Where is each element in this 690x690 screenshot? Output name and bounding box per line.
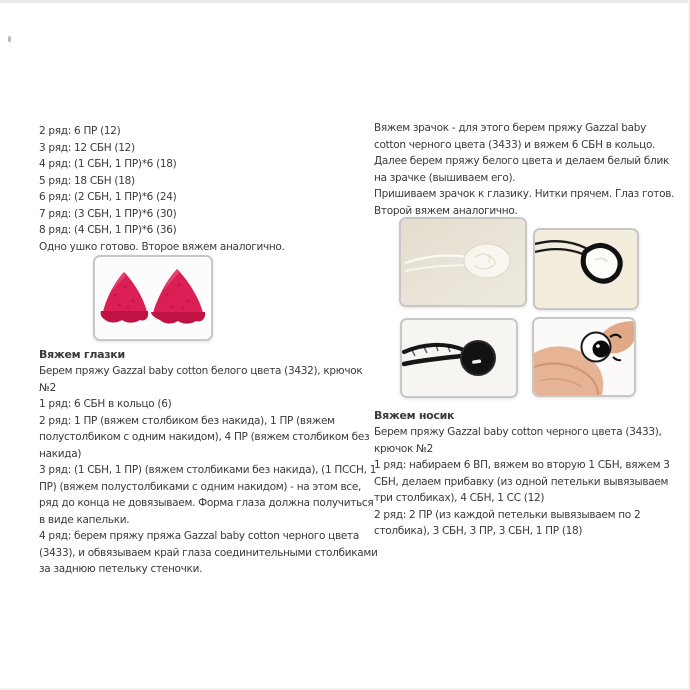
- nose-section: [374, 407, 680, 540]
- white-eye-blank-illustration: [401, 219, 525, 305]
- eyes-paragraph: 2 ряд: 1 ПР (вяжем столбиком без накида), 1 ПР (вяжем полустолбиком с одним накидом), 4 ПР (вяжем столбиком без накида): [39, 414, 370, 460]
- scan-edge-top: [0, 0, 690, 3]
- eyes-paragraph: Берем пряжу Gazzal baby cotton белого цвета (3432), крючок №2: [39, 365, 363, 394]
- pupil-paragraph: Вяжем зрачок - для этого берем пряжу Gazzal baby cotton черного цвета (3433) и вяжем 6 СБН в кольцо. Далее берем пряжу белого цвета и делаем белый блик на зрачке (вышиваем его).: [374, 122, 670, 184]
- photo-hand-holding-eye: [532, 317, 636, 397]
- black-pupil-illustration: [402, 320, 516, 396]
- eyes-paragraph: 1 ряд: 6 СБН в кольцо (6): [39, 398, 172, 410]
- ear-row-line: 7 ряд: (3 СБН, 1 ПР)*6 (30): [39, 207, 177, 220]
- ear-row-line: 4 ряд: (1 СБН, 1 ПР)*6 (18): [39, 158, 177, 170]
- ear-row-line: 8 ряд: (4 СБН, 1 ПР)*6 (36): [39, 224, 177, 236]
- nose-heading: Вяжем носик: [374, 409, 455, 422]
- photo-white-eye-blank: [399, 217, 527, 307]
- nose-paragraph: Берем пряжу Gazzal baby cotton черного цвета (3433), крючок №2: [374, 426, 662, 455]
- ear-row-line: 5 ряд: 18 СБН (18): [39, 174, 135, 187]
- eyes-paragraph: 4 ряд: берем пряжу пряжа Gazzal baby cotton черного цвета (3433), и обвязываем край глаза соединительными столбиками за заднюю петельку стеночки.: [39, 530, 378, 575]
- hand-holding-eye-illustration: [534, 319, 634, 395]
- eyes-paragraph: 3 ряд: (1 СБН, 1 ПР) (вяжем столбиками без накида), (1 ПССН, 1 ПР) (вяжем полустолбиками с одним накидом) - на этом все, ряд до конца не довязываем. Форма глаза должна получиться в виде капельки.: [39, 464, 377, 526]
- photo-eye-black-outline: [533, 228, 639, 310]
- ear-row-line: 2 ряд: 6 ПР (12): [39, 125, 121, 137]
- nose-paragraph: 1 ряд: набираем 6 ВП, вяжем во вторую 1 СБН, вяжем 3 СБН, делаем прибавку (из одной петельки вывязываем три столбиках), 4 СБН, 1 СС (12): [374, 459, 670, 504]
- ear-row-line: 3 ряд: 12 СБН (12): [39, 141, 135, 154]
- scan-speck: [8, 36, 11, 42]
- eyes-section: [39, 346, 379, 578]
- photo-pink-ears: [93, 255, 213, 341]
- nose-paragraph: 2 ряд: 2 ПР (из каждой петельки вывязываем по 2 столбика), 3 СБН, 3 ПР, 3 СБН, 1 ПР (18): [374, 508, 641, 537]
- ear-done-note: Одно ушко готово. Второе вяжем аналогично.: [39, 240, 285, 253]
- pink-ears-illustration: [95, 257, 211, 339]
- pupil-section: [374, 120, 680, 219]
- photo-black-pupil: [400, 318, 518, 398]
- outlined-eye-illustration: [535, 230, 637, 308]
- ear-row-line: 6 ряд: (2 СБН, 1 ПР)*6 (24): [39, 191, 177, 203]
- pupil-paragraph: Пришиваем зрачок к глазику. Нитки прячем. Глаз готов. Второй вяжем аналогично.: [374, 188, 675, 217]
- ear-rows-list: [39, 123, 369, 255]
- eyes-heading: Вяжем глазки: [39, 348, 125, 361]
